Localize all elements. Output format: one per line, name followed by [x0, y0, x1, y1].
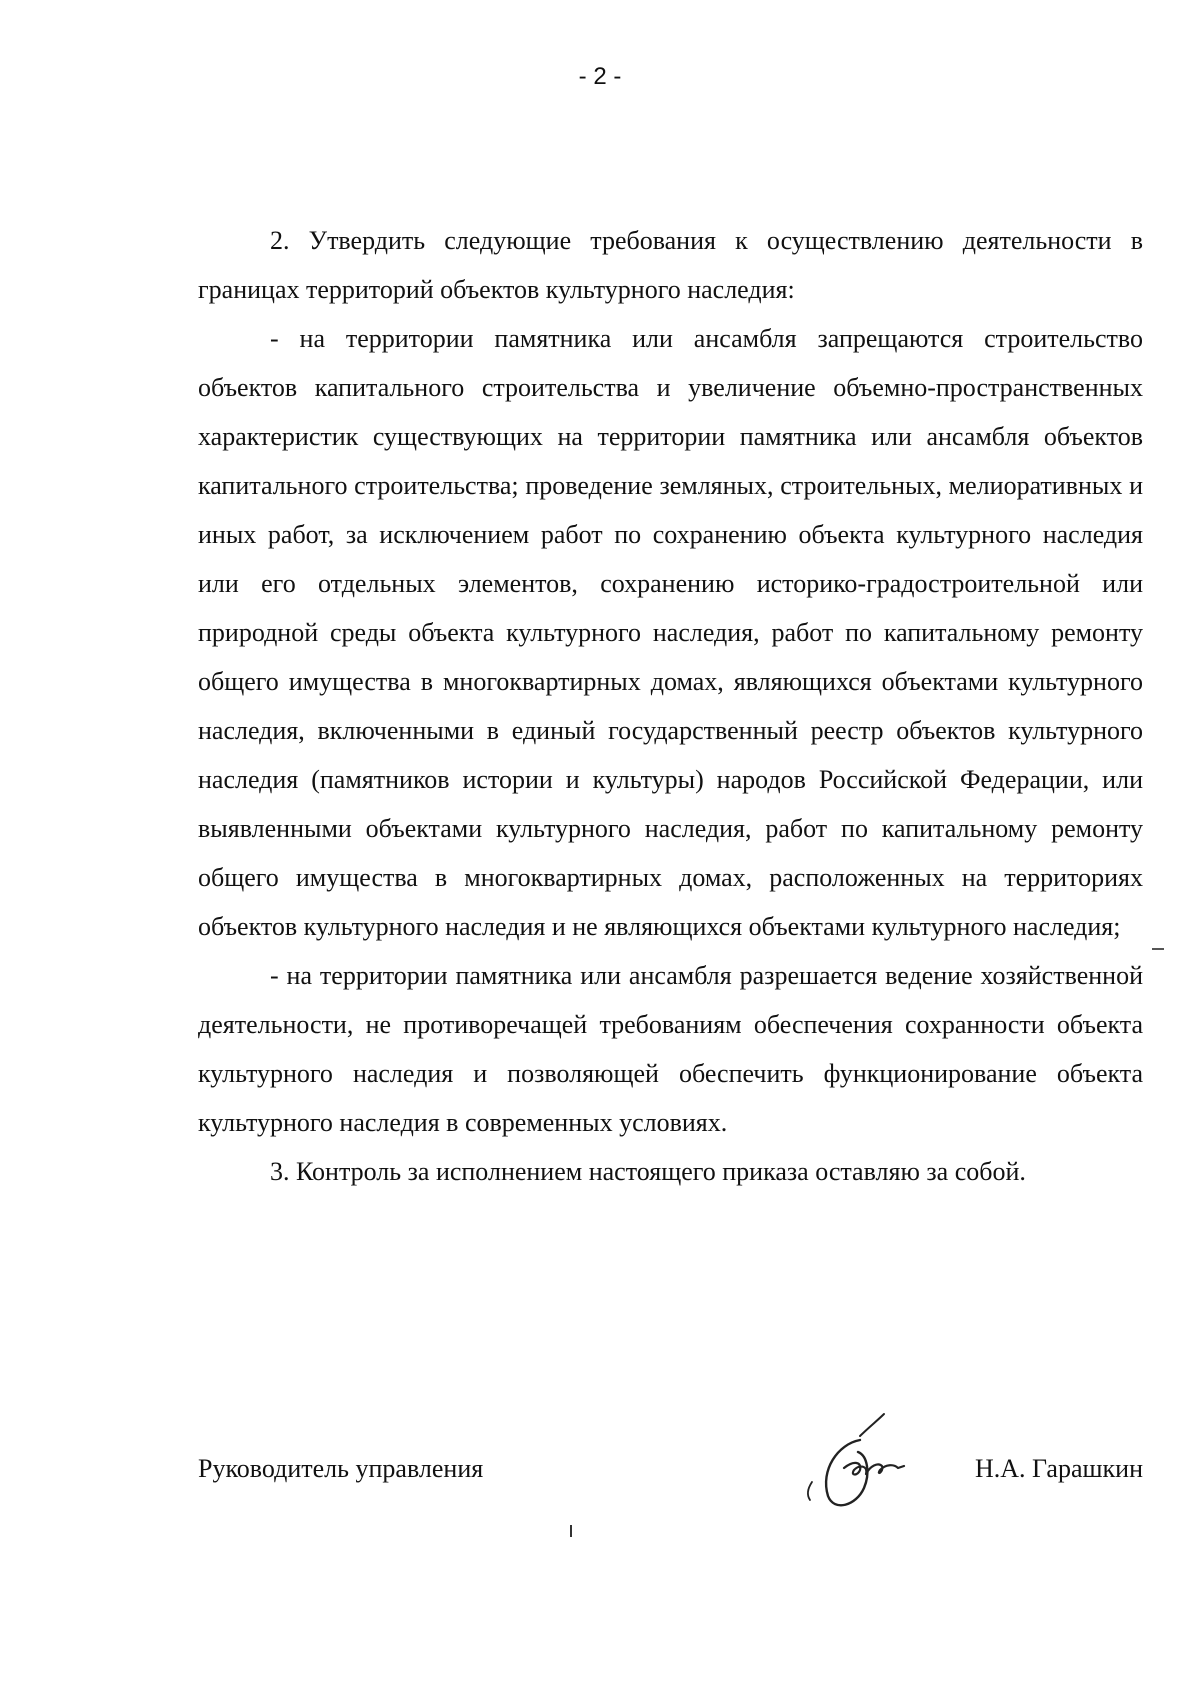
handwritten-signature [798, 1410, 918, 1520]
scan-artifact-dash [1152, 947, 1164, 951]
signature-block [198, 1448, 1143, 1528]
paragraph-prohibitions: - на территории памятника или ансамбля запрещаются строительство объектов капитального строительства и увеличение объемно-пространственных характеристик существующих на территории памятника или ансамбля объектов капитального строительства; проведение земляных, строительных, мелиоративных и иных работ, за исключением работ по сохранению объекта культурного наследия или его отдельных элементов, сохранению историко-градостроительной или природной среды объекта культурного наследия, работ по капитальному ремонту общего имущества в многоквартирных домах, являющихся объектами культурного наследия, включенными в единый государственный реестр объектов культурного наследия (памятников истории и культуры) народов Российской Федерации, или выявленными объектами культурного наследия, работ по капитальному ремонту общего имущества в многоквартирных домах, расположенных на территориях объектов культурного наследия и не являющихся объектами культурного наследия; [198, 324, 1143, 941]
document-body [198, 216, 1143, 1196]
signatory-position: Руководитель управления [198, 1454, 484, 1483]
paragraph-permissions: - на территории памятника или ансамбля разрешается ведение хозяйственной деятельности, не противоречащей требованиям обеспечения сохранности объекта культурного наследия и позволяющей обеспечить функционирование объекта культурного наследия в современных условиях. [198, 961, 1143, 1137]
scan-artifact-mark [569, 1525, 573, 1537]
paragraph-control: 3. Контроль за исполнением настоящего приказа оставляю за собой. [270, 1157, 1026, 1186]
signatory-name: Н.А. Гарашкин [975, 1454, 1143, 1483]
page-number: - 2 - [578, 63, 622, 90]
paragraph-requirements-intro: 2. Утвердить следующие требования к осуществлению деятельности в границах территорий объектов культурного наследия: [198, 226, 1143, 304]
